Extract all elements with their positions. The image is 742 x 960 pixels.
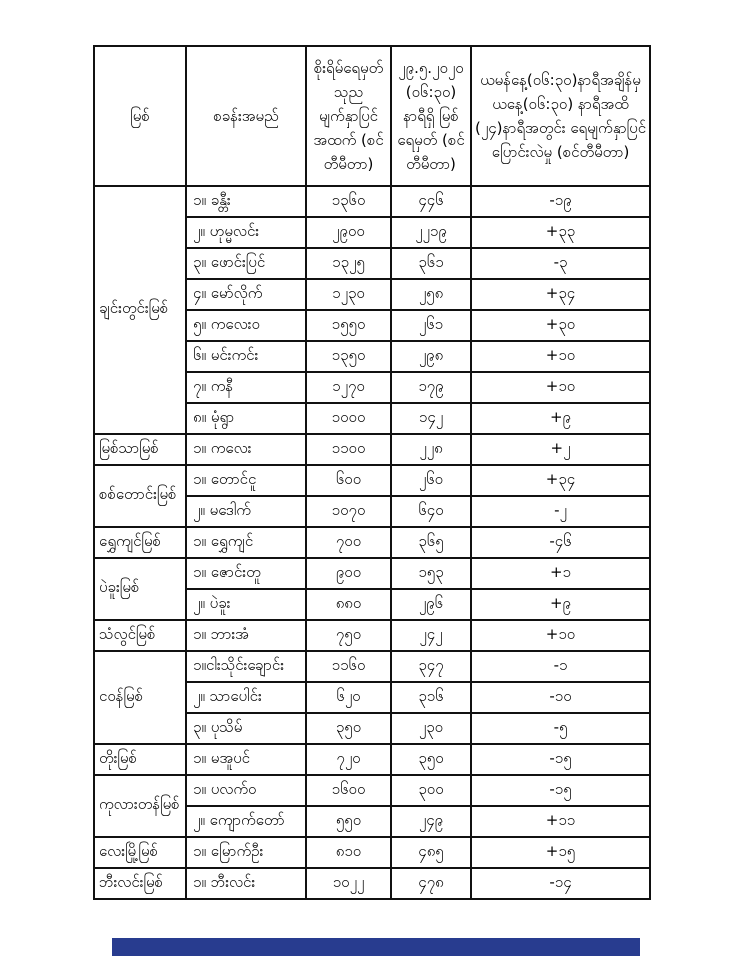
danger-level-cell: ၁၂၇၀	[306, 372, 391, 403]
station-cell: ၁။ မအူပင်	[186, 744, 306, 775]
river-level-cell: ၄၄၆	[391, 186, 471, 217]
table-row	[94, 434, 650, 465]
danger-level-cell: ၁၃၆၀	[306, 186, 391, 217]
change-cell: +၁၅	[471, 837, 650, 868]
change-cell: +၁	[471, 558, 650, 589]
change-cell: -၁၅	[471, 775, 650, 806]
river-level-cell: ၂၄၂	[391, 620, 471, 651]
danger-level-cell: ၃၅၀	[306, 713, 391, 744]
danger-level-cell: ၁၀၇၀	[306, 496, 391, 527]
col-header-current-level: ၂၉.၅.၂၀၂၀ (၀၆:၃၀) နာရီရှိ မြစ်ရေမှတ် (စင်တီမီတာ)	[391, 46, 471, 186]
danger-level-cell: ၁၅၅၀	[306, 310, 391, 341]
station-cell: ၃။ ဖောင်းပြင်	[186, 248, 306, 279]
table-row	[94, 744, 650, 775]
river-cell: ကုလားတန်မြစ်	[94, 775, 186, 837]
station-cell: ၄။ မော်လိုက်	[186, 279, 306, 310]
col-header-station: စခန်းအမည်	[186, 46, 306, 186]
river-cell: ချင်းတွင်းမြစ်	[94, 186, 186, 434]
river-level-cell: ၂၂၁၉	[391, 217, 471, 248]
table-row	[94, 527, 650, 558]
river-level-cell: ၁၄၂	[391, 403, 471, 434]
change-cell: +၁၀	[471, 620, 650, 651]
change-cell: -၁၉	[471, 186, 650, 217]
danger-level-cell: ၁၃၅၀	[306, 341, 391, 372]
bottom-blue-bar	[112, 938, 640, 956]
river-cell: စစ်တောင်းမြစ်	[94, 465, 186, 527]
change-cell: +၉	[471, 589, 650, 620]
station-cell: ၅။ ကလေးဝ	[186, 310, 306, 341]
river-level-cell: ၃၆၅	[391, 527, 471, 558]
danger-level-cell: ၆၂၀	[306, 682, 391, 713]
river-cell: ရွှေကျင်မြစ်	[94, 527, 186, 558]
change-cell: -၁၀	[471, 682, 650, 713]
river-level-cell: ၂၉၆	[391, 589, 471, 620]
river-level-cell: ၃၆၁	[391, 248, 471, 279]
river-cell: ပဲခူးမြစ်	[94, 558, 186, 620]
river-level-cell: ၆၄၀	[391, 496, 471, 527]
table-row	[94, 558, 650, 589]
danger-level-cell: ၁၂၃၀	[306, 279, 391, 310]
change-cell: +၂	[471, 434, 650, 465]
danger-level-cell: ၁၁၆၀	[306, 651, 391, 682]
station-cell: ၁။ ပလက်ဝ	[186, 775, 306, 806]
river-cell: လေးမြို့မြစ်	[94, 837, 186, 868]
river-level-cell: ၂၆၁	[391, 310, 471, 341]
danger-level-cell: ၇၀၀	[306, 527, 391, 558]
col-header-danger-level: စိုးရိမ်ရေမှတ် သုည မျက်နှာပြင် အထက် (စင်တီမီတာ)	[306, 46, 391, 186]
table-row	[94, 775, 650, 806]
change-cell: +၁၁	[471, 806, 650, 837]
change-cell: -၁၄	[471, 868, 650, 899]
river-level-cell: ၃၅၀	[391, 744, 471, 775]
station-cell: ၂။ ဟုမ္မလင်း	[186, 217, 306, 248]
change-cell: +၁၀	[471, 341, 650, 372]
danger-level-cell: ၇၅၀	[306, 620, 391, 651]
change-cell: -၃	[471, 248, 650, 279]
river-level-cell: ၂၆၀	[391, 465, 471, 496]
table-row	[94, 186, 650, 217]
danger-level-cell: ၁၆၀၀	[306, 775, 391, 806]
danger-level-cell: ၁၀၂၂	[306, 868, 391, 899]
danger-level-cell: ၅၅၀	[306, 806, 391, 837]
change-cell: +၃၀	[471, 310, 650, 341]
danger-level-cell: ၁၁၀၀	[306, 434, 391, 465]
table-row	[94, 837, 650, 868]
table-row	[94, 465, 650, 496]
river-level-cell: ၃၁၆	[391, 682, 471, 713]
station-cell: ၈။ မုံရွာ	[186, 403, 306, 434]
water-level-table	[93, 45, 651, 900]
station-cell: ၁။ ဇောင်းတူ	[186, 558, 306, 589]
change-cell: +၉	[471, 403, 650, 434]
river-cell: မြစ်သာမြစ်	[94, 434, 186, 465]
danger-level-cell: ၈၁၀	[306, 837, 391, 868]
river-cell: သံလွင်မြစ်	[94, 620, 186, 651]
station-cell: ၁။ ကလေး	[186, 434, 306, 465]
river-level-cell: ၂၃၀	[391, 713, 471, 744]
station-cell: ၂။ မဒေါက်	[186, 496, 306, 527]
river-level-cell: ၁၇၉	[391, 372, 471, 403]
table-row	[94, 651, 650, 682]
change-cell: -၁၅	[471, 744, 650, 775]
change-cell: +၁၀	[471, 372, 650, 403]
river-level-cell: ၂၂၈	[391, 434, 471, 465]
river-level-cell: ၄၇၈	[391, 868, 471, 899]
station-cell: ၁။ မြောက်ဦး	[186, 837, 306, 868]
station-cell: ၆။ မင်းကင်း	[186, 341, 306, 372]
station-cell: ၂။ ပဲခူး	[186, 589, 306, 620]
river-level-cell: ၂၅၈	[391, 279, 471, 310]
col-header-change: ယမန်နေ့(၀၆:၃၀)နာရီအချိန်မှ ယနေ့(၀၆:၃၀) နာရီအထိ (၂၄)နာရီအတွင်း ရေမျက်နှာပြင်ပြောင်းလဲမှု (စင်တီမီတာ)	[471, 46, 650, 186]
station-cell: ၁။ ဘားအံ	[186, 620, 306, 651]
station-cell: ၁။ငါးသိုင်းချောင်း	[186, 651, 306, 682]
danger-level-cell: ၆၀၀	[306, 465, 391, 496]
header-row	[94, 46, 650, 186]
change-cell: +၃၃	[471, 217, 650, 248]
change-cell: +၃၄	[471, 279, 650, 310]
river-level-cell: ၂၉၈	[391, 341, 471, 372]
table-row	[94, 620, 650, 651]
station-cell: ၂။ သာပေါင်း	[186, 682, 306, 713]
change-cell: +၃၄	[471, 465, 650, 496]
station-cell: ၁။ တောင်ငူ	[186, 465, 306, 496]
station-cell: ၁။ ခန္တီး	[186, 186, 306, 217]
danger-level-cell: ၂၉၀၀	[306, 217, 391, 248]
danger-level-cell: ၉၀၀	[306, 558, 391, 589]
danger-level-cell: ၈၈၀	[306, 589, 391, 620]
station-cell: ၂။ ကျောက်တော်	[186, 806, 306, 837]
river-cell: တိုးမြစ်	[94, 744, 186, 775]
col-header-river: မြစ်	[94, 46, 186, 186]
station-cell: ၁။ ရွှေကျင်	[186, 527, 306, 558]
change-cell: -၄၆	[471, 527, 650, 558]
river-cell: ငဝန်မြစ်	[94, 651, 186, 744]
river-level-cell: ၂၄၉	[391, 806, 471, 837]
river-level-cell: ၁၅၃	[391, 558, 471, 589]
change-cell: -၅	[471, 713, 650, 744]
danger-level-cell: ၇၂၀	[306, 744, 391, 775]
station-cell: ၇။ ကနီ	[186, 372, 306, 403]
river-level-cell: ၃၀၀	[391, 775, 471, 806]
station-cell: ၁။ ဘီးလင်း	[186, 868, 306, 899]
danger-level-cell: ၁၀၀၀	[306, 403, 391, 434]
table-row	[94, 868, 650, 899]
river-level-cell: ၃၄၇	[391, 651, 471, 682]
river-level-cell: ၄၈၅	[391, 837, 471, 868]
change-cell: -၁	[471, 651, 650, 682]
river-cell: ဘီးလင်းမြစ်	[94, 868, 186, 899]
change-cell: -၂	[471, 496, 650, 527]
station-cell: ၃။ ပုသိမ်	[186, 713, 306, 744]
danger-level-cell: ၁၃၂၅	[306, 248, 391, 279]
